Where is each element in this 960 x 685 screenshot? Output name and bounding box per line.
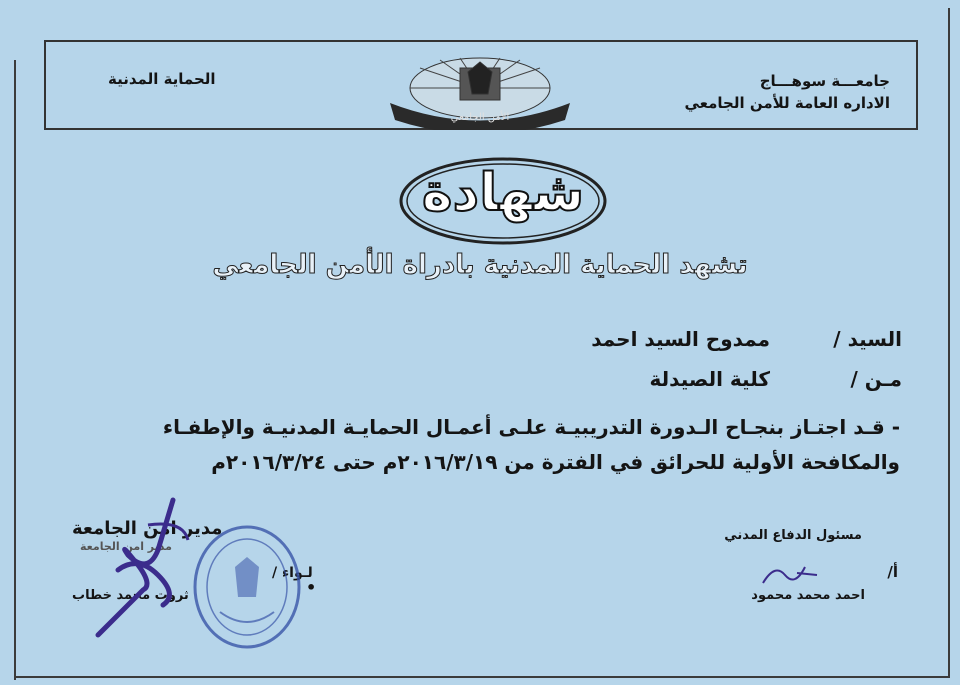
from-label: مـن / bbox=[850, 367, 902, 391]
director-rank: لـواء / bbox=[272, 565, 313, 581]
university-security-emblem-icon bbox=[380, 48, 580, 130]
security-director-subtitle: مدير امن الجامعة bbox=[80, 540, 172, 553]
certificate-body-line-2: والمكافحة الأولية للحرائق في الفترة من ٢٠١٦/٣/١٩م حتى ٢٠١٦/٣/٢٤م bbox=[211, 450, 900, 474]
certificate-body-line-1: - قـد اجتـاز بنجـاح الـدورة التدريبيـة علـى أعمـال الحمايـة المدنيـة والإطفـاء bbox=[162, 415, 900, 439]
section-name: الحماية المدنية bbox=[108, 70, 216, 88]
certificate-subtitle: تشهد الحماية المدنية بادراة الأمن الجامعي bbox=[212, 250, 748, 280]
title-frame bbox=[398, 155, 608, 247]
recipient-faculty: كلية الصيدلة bbox=[649, 367, 770, 391]
left-border-rule bbox=[14, 60, 16, 680]
issuer-block bbox=[684, 70, 890, 114]
certificate-title: شهادة bbox=[421, 163, 585, 223]
university-name: جامعـــة سوهـــاج bbox=[759, 72, 890, 90]
security-director-title: مدير امن الجامعة bbox=[72, 518, 223, 539]
official-stamp-icon bbox=[190, 522, 305, 652]
bottom-border-rule bbox=[14, 676, 950, 678]
civil-defense-officer-name: احمد محمد محمود bbox=[751, 588, 865, 603]
civil-defense-officer-title: مسئول الدفاع المدني bbox=[724, 528, 862, 543]
dot-mark: • bbox=[306, 578, 317, 597]
officer-name-prefix: أ/ bbox=[887, 563, 898, 581]
director-signature-icon bbox=[88, 495, 198, 645]
security-director-name: ثروت محمد خطاب bbox=[72, 588, 189, 603]
name-label: السيد / bbox=[833, 327, 902, 351]
department-name: الاداره العامة للأمن الجامعي bbox=[684, 94, 890, 112]
emblem-caption: الأمن الجامعي bbox=[450, 112, 510, 123]
recipient-name: ممدوح السيد احمد bbox=[591, 327, 770, 351]
officer-signature-icon bbox=[755, 553, 825, 593]
